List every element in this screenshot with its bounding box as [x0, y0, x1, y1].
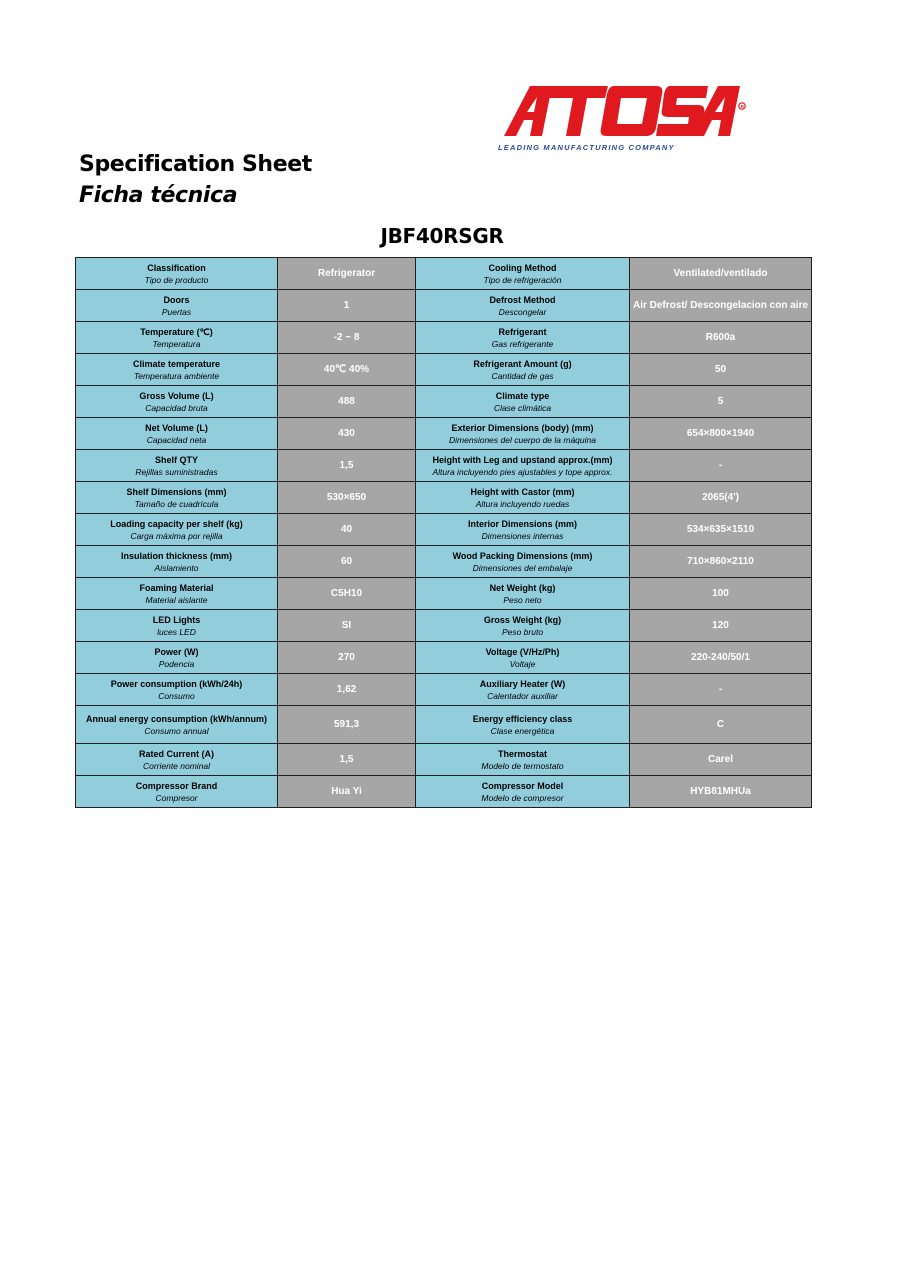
specification-table — [75, 257, 812, 808]
spec-value-left — [278, 514, 416, 546]
spec-value-right — [630, 706, 812, 744]
spec-label-right — [416, 744, 630, 776]
spec-value-text: 5 — [717, 395, 724, 407]
spec-value-left — [278, 642, 416, 674]
spec-label-right — [416, 706, 630, 744]
spec-label-spanish: Tamaño de cuadrícula — [134, 498, 219, 509]
spec-label-left — [76, 674, 278, 706]
spec-row — [76, 578, 812, 610]
spec-label-spanish: Dimensiones del embalaje — [472, 562, 573, 573]
spec-label-english: Net Volume (L) — [145, 422, 208, 433]
spec-label-spanish: Peso neto — [503, 594, 542, 605]
spec-label-english: Temperature (℃) — [140, 326, 213, 337]
spec-label-right — [416, 258, 630, 290]
spec-value-right — [630, 744, 812, 776]
spec-label-english: Rated Current (A) — [138, 748, 214, 759]
spec-value-left — [278, 258, 416, 290]
spec-label-spanish: Aislamiento — [154, 562, 199, 573]
spec-label-spanish: Altura incluyendo ruedas — [475, 498, 570, 509]
spec-label-english: Doors — [163, 294, 190, 305]
spec-label-spanish: Peso bruto — [501, 626, 544, 637]
spec-label-right — [416, 642, 630, 674]
spec-value-text: 60 — [340, 555, 353, 567]
spec-label-left — [76, 610, 278, 642]
spec-label-english: Voltage (V/Hz/Ph) — [485, 646, 560, 657]
spec-label-spanish: Altura incluyendo pies ajustables y tope approx. — [432, 466, 613, 477]
spec-value-text: 654×800×1940 — [686, 427, 755, 439]
spec-label-right — [416, 610, 630, 642]
spec-label-spanish: Temperatura — [152, 338, 201, 349]
spec-value-left — [278, 578, 416, 610]
spec-label-english: Shelf QTY — [154, 454, 198, 465]
spec-label-english: Thermostat — [497, 748, 547, 759]
spec-label-english: Cooling Method — [488, 262, 557, 273]
spec-value-text: SI — [341, 619, 352, 631]
spec-label-english: Refrigerant Amount (g) — [473, 358, 572, 369]
spec-label-spanish: Cantidad de gas — [491, 370, 554, 381]
spec-label-spanish: Capacidad neta — [146, 434, 207, 445]
specification-table-body — [76, 258, 812, 808]
spec-label-english: Climate temperature — [132, 358, 221, 369]
spec-label-spanish: Clase climática — [493, 402, 552, 413]
spec-label-english: Insulation thickness (mm) — [120, 550, 233, 561]
spec-value-left — [278, 418, 416, 450]
spec-value-left — [278, 450, 416, 482]
spec-label-left — [76, 482, 278, 514]
spec-label-right — [416, 546, 630, 578]
spec-value-text: 1,5 — [339, 753, 354, 765]
spec-value-text: 534×635×1510 — [686, 523, 755, 535]
spec-label-left — [76, 418, 278, 450]
spec-value-text: - — [718, 683, 723, 695]
spec-label-spanish: Temperatura ambiente — [133, 370, 220, 381]
spec-row — [76, 674, 812, 706]
spec-value-text: 710×860×2110 — [687, 555, 754, 567]
spec-label-english: Interior Dimensions (mm) — [467, 518, 577, 529]
spec-label-spanish: Voltaje — [509, 658, 536, 669]
spec-row — [76, 744, 812, 776]
model-number: JBF40RSGR — [380, 224, 504, 248]
spec-value-left — [278, 706, 416, 744]
spec-label-english: Height with Castor (mm) — [470, 486, 575, 497]
spec-value-right — [630, 322, 812, 354]
spec-label-english: LED Lights — [152, 614, 201, 625]
spec-row — [76, 482, 812, 514]
spec-label-spanish: Descongelar — [498, 306, 547, 317]
spec-label-spanish: Material aislante — [145, 594, 208, 605]
spec-row — [76, 290, 812, 322]
spec-value-text: 40 — [340, 523, 353, 535]
spec-label-left — [76, 776, 278, 808]
spec-value-left — [278, 610, 416, 642]
spec-value-text: 1 — [343, 299, 350, 311]
heading-english: Specification Sheet — [79, 152, 312, 177]
spec-label-english: Wood Packing Dimensions (mm) — [452, 550, 593, 561]
spec-label-spanish: Tipo de refrigeración — [483, 274, 562, 285]
spec-label-english: Defrost Method — [489, 294, 556, 305]
spec-label-english: Shelf Dimensions (mm) — [126, 486, 227, 497]
spec-row — [76, 514, 812, 546]
spec-value-right — [630, 674, 812, 706]
heading-spanish: Ficha técnica — [79, 183, 238, 208]
spec-value-text: 100 — [712, 587, 729, 599]
spec-label-english: Annual energy consumption (kWh/annum) — [85, 713, 267, 724]
spec-value-right — [630, 418, 812, 450]
spec-value-right — [630, 776, 812, 808]
spec-label-spanish: Tipo de producto — [144, 274, 209, 285]
spec-value-left — [278, 386, 416, 418]
spec-label-english: Gross Weight (kg) — [483, 614, 562, 625]
spec-label-right — [416, 514, 630, 546]
spec-label-right — [416, 354, 630, 386]
spec-label-spanish: luces LED — [157, 626, 196, 637]
spec-label-right — [416, 322, 630, 354]
spec-value-right — [630, 258, 812, 290]
spec-value-text: 270 — [338, 651, 355, 663]
spec-label-english: Gross Volume (L) — [139, 390, 214, 401]
spec-value-text: -2 ~ 8 — [333, 331, 360, 343]
spec-row — [76, 258, 812, 290]
spec-label-spanish: Modelo de termostato — [481, 760, 564, 771]
spec-row — [76, 706, 812, 744]
spec-row — [76, 354, 812, 386]
spec-label-spanish: Rejillas suministradas — [135, 466, 218, 477]
spec-label-right — [416, 450, 630, 482]
spec-label-spanish: Puertas — [161, 306, 192, 317]
spec-value-right — [630, 642, 812, 674]
spec-row — [76, 322, 812, 354]
spec-label-english: Compressor Model — [481, 780, 564, 791]
spec-label-right — [416, 386, 630, 418]
spec-value-text: 430 — [338, 427, 355, 439]
spec-label-left — [76, 258, 278, 290]
spec-row — [76, 776, 812, 808]
atosa-logo — [496, 80, 756, 156]
spec-value-right — [630, 290, 812, 322]
spec-label-spanish: Carga máxima por rejilla — [130, 530, 223, 541]
spec-label-spanish: Dimensiones del cuerpo de la máquina — [449, 434, 596, 445]
spec-label-right — [416, 418, 630, 450]
spec-label-left — [76, 450, 278, 482]
spec-row — [76, 450, 812, 482]
spec-label-spanish: Clase energética — [490, 725, 555, 736]
spec-value-left — [278, 290, 416, 322]
spec-label-english: Height with Leg and upstand approx.(mm) — [432, 454, 613, 465]
spec-row — [76, 610, 812, 642]
spec-label-right — [416, 290, 630, 322]
spec-value-text: 530×650 — [326, 491, 367, 503]
spec-value-right — [630, 610, 812, 642]
spec-label-english: Compressor Brand — [135, 780, 218, 791]
spec-row — [76, 386, 812, 418]
spec-label-left — [76, 706, 278, 744]
spec-label-spanish: Modelo de compresor — [481, 792, 564, 803]
spec-label-english: Exterior Dimensions (body) (mm) — [451, 422, 594, 433]
spec-label-english: Classification — [147, 262, 206, 273]
spec-value-text: 488 — [338, 395, 355, 407]
spec-value-text: HYB81MHUa — [690, 785, 751, 797]
spec-value-left — [278, 546, 416, 578]
spec-label-english: Refrigerant — [498, 326, 547, 337]
spec-label-english: Foaming Material — [139, 582, 214, 593]
spec-value-left — [278, 482, 416, 514]
spec-value-left — [278, 776, 416, 808]
spec-value-left — [278, 744, 416, 776]
spec-value-text: 1,62 — [336, 683, 357, 695]
spec-label-spanish: Consumo — [158, 690, 195, 701]
spec-label-left — [76, 290, 278, 322]
spec-label-english: Energy efficiency class — [472, 713, 573, 724]
spec-value-text: Ventilated/ventilado — [673, 267, 768, 279]
spec-label-left — [76, 322, 278, 354]
spec-value-left — [278, 674, 416, 706]
spec-value-text: R600a — [705, 331, 736, 343]
spec-label-right — [416, 674, 630, 706]
spec-value-text: Refrigerator — [317, 267, 376, 279]
spec-value-text: 220-240/50/1 — [691, 651, 750, 663]
spec-label-spanish: Calentador auxiliar — [487, 690, 558, 701]
spec-label-english: Climate type — [495, 390, 550, 401]
spec-value-text: Hua Yi — [331, 785, 362, 797]
spec-value-right — [630, 386, 812, 418]
spec-value-right — [630, 514, 812, 546]
spec-value-text: Air Defrost/ Descongelacion con aire — [632, 299, 809, 311]
spec-value-right — [630, 482, 812, 514]
spec-label-spanish: Gas refrigerante — [491, 338, 554, 349]
spec-label-english: Auxiliary Heater (W) — [479, 678, 566, 689]
spec-value-right — [630, 354, 812, 386]
spec-value-text: - — [718, 459, 723, 471]
spec-value-text: 40℃ 40% — [323, 363, 370, 375]
spec-value-text: C5H10 — [330, 587, 363, 599]
spec-label-left — [76, 642, 278, 674]
spec-value-left — [278, 354, 416, 386]
spec-label-right — [416, 578, 630, 610]
spec-label-english: Power (W) — [154, 646, 199, 657]
spec-value-text: 50 — [714, 363, 727, 375]
spec-value-text: 1,5 — [339, 459, 354, 471]
spec-row — [76, 642, 812, 674]
logo-tagline: LEADING MANUFACTURING COMPANY — [498, 143, 675, 152]
spec-label-spanish: Corriente nominal — [142, 760, 211, 771]
spec-value-right — [630, 450, 812, 482]
spec-label-right — [416, 482, 630, 514]
spec-label-left — [76, 546, 278, 578]
spec-label-left — [76, 744, 278, 776]
spec-row — [76, 418, 812, 450]
spec-value-text: 591,3 — [333, 718, 360, 730]
spec-label-english: Loading capacity per shelf (kg) — [110, 518, 243, 529]
spec-value-text: 120 — [712, 619, 729, 631]
spec-label-right — [416, 776, 630, 808]
spec-label-left — [76, 386, 278, 418]
spec-value-text: C — [716, 718, 725, 730]
spec-label-spanish: Consumo annual — [144, 725, 209, 736]
spec-label-spanish: Capacidad bruta — [145, 402, 208, 413]
spec-value-right — [630, 578, 812, 610]
spec-label-english: Net Weight (kg) — [489, 582, 556, 593]
spec-label-left — [76, 578, 278, 610]
svg-text:R: R — [740, 104, 744, 110]
spec-value-text: Carel — [707, 753, 733, 765]
spec-label-spanish: Dimensiones internas — [481, 530, 564, 541]
spec-row — [76, 546, 812, 578]
spec-label-english: Power consumption (kWh/24h) — [110, 678, 243, 689]
spec-label-spanish: Podencia — [158, 658, 195, 669]
spec-value-text: 2065(4') — [702, 491, 739, 503]
spec-label-spanish: Compresor — [155, 792, 198, 803]
spec-label-left — [76, 514, 278, 546]
spec-value-left — [278, 322, 416, 354]
spec-value-right — [630, 546, 812, 578]
spec-label-left — [76, 354, 278, 386]
